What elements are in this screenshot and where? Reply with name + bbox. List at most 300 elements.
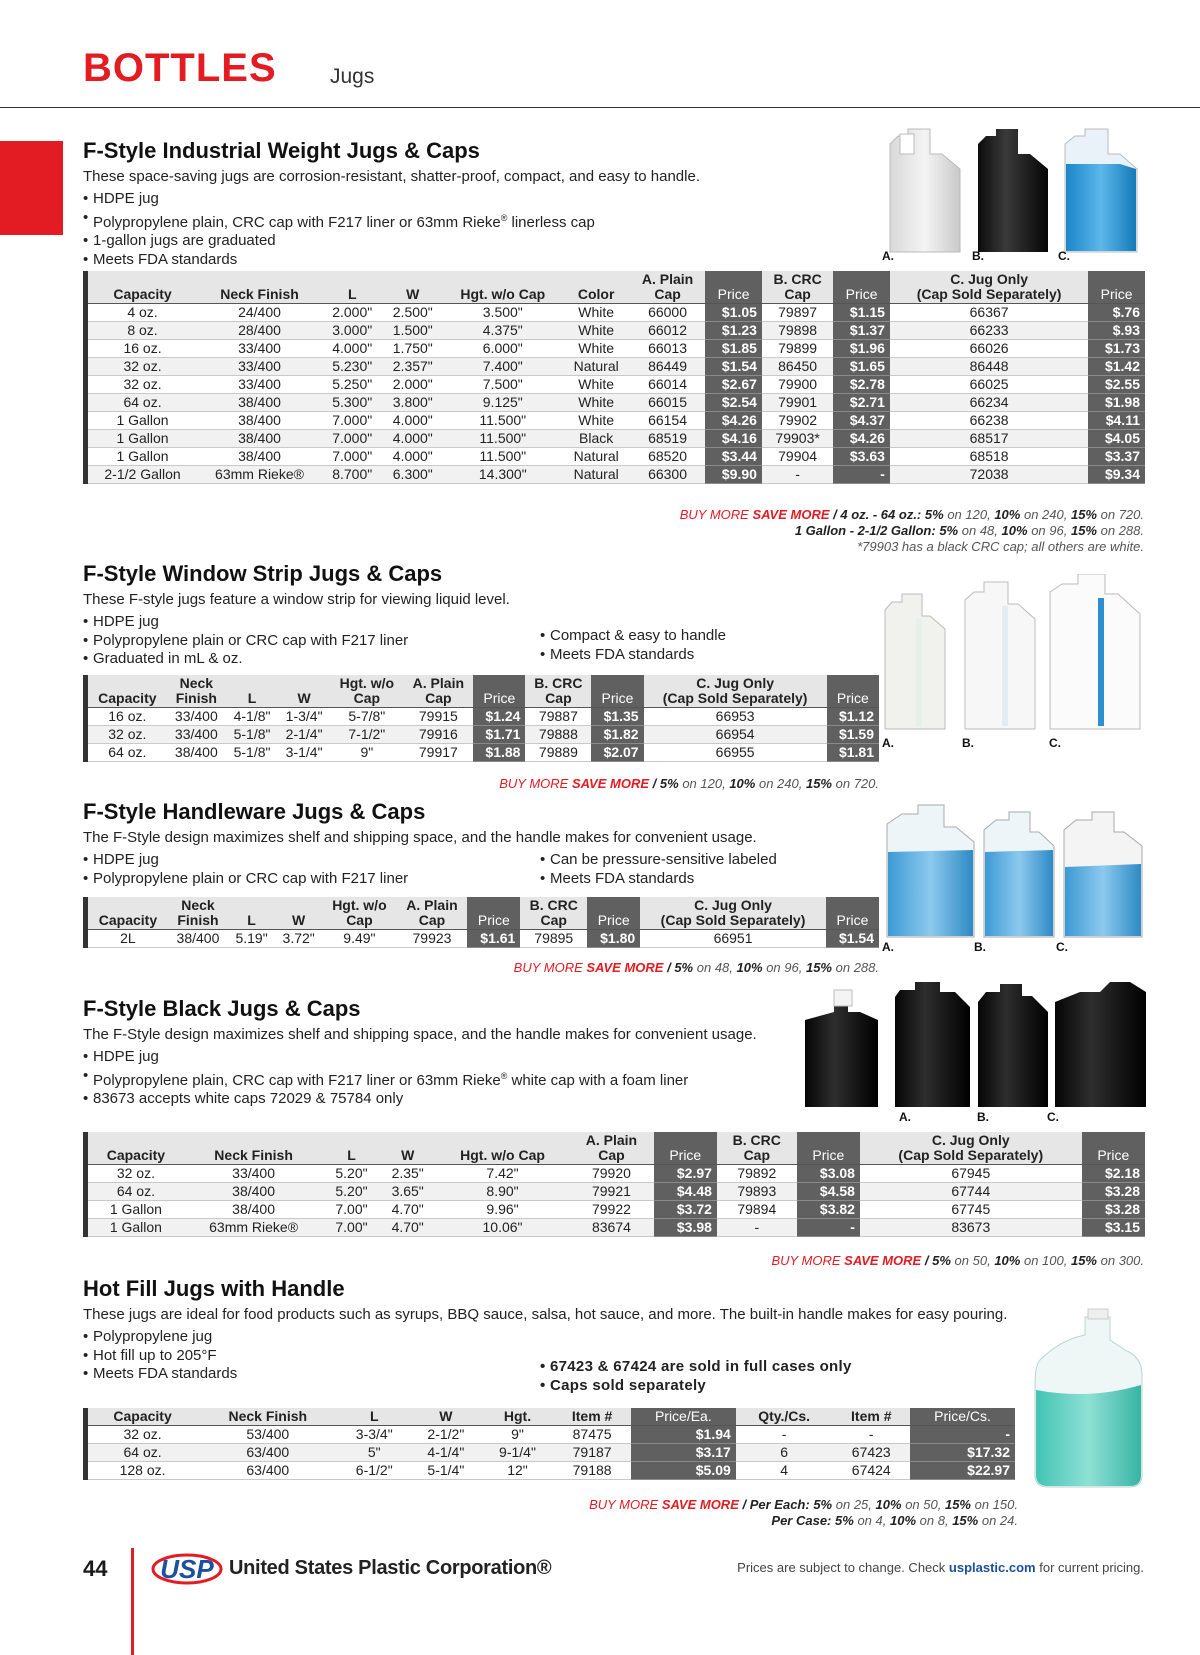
- table-cell: 32 oz.: [86, 1165, 184, 1183]
- col-header: Hgt. w/o Cap: [436, 1132, 570, 1165]
- col-header: L: [228, 897, 275, 930]
- table-cell: White: [563, 340, 630, 358]
- table-cell: 66154: [630, 412, 705, 430]
- table-cell: 2.000": [383, 376, 444, 394]
- table-cell: 7.42": [436, 1165, 570, 1183]
- table-cell: $1.23: [705, 322, 762, 340]
- table-cell: 4-1/8": [226, 708, 278, 726]
- table-cell: 66955: [644, 744, 827, 762]
- section-description: The F-Style design maximizes shelf and shipping space, and the handle makes for convenient usage.: [83, 1026, 757, 1043]
- table-cell: $.76: [1088, 304, 1145, 322]
- table-cell: 79187: [553, 1444, 631, 1462]
- table-cell: 79888: [525, 726, 591, 744]
- table-row: [86, 930, 880, 948]
- table-cell: $4.26: [833, 430, 890, 448]
- table-cell: 7.400": [443, 358, 562, 376]
- table-cell: 64 oz.: [86, 744, 167, 762]
- table-cell: 16 oz.: [86, 708, 167, 726]
- col-header: A. Plain Cap: [397, 897, 468, 930]
- feature-item: • 83673 accepts white caps 72029 & 75784 only: [83, 1090, 763, 1109]
- col-header: W: [410, 1408, 482, 1426]
- feature-item: • HDPE jug: [83, 190, 803, 209]
- table-cell: $1.96: [833, 340, 890, 358]
- table-cell: 67744: [860, 1183, 1082, 1201]
- table-cell: 2-1/4": [278, 726, 330, 744]
- col-header: Price: [833, 271, 890, 304]
- col-header: L: [338, 1408, 410, 1426]
- feature-item: • Hot fill up to 205°F: [83, 1347, 1023, 1366]
- table-cell: $1.85: [705, 340, 762, 358]
- table-cell: 66238: [890, 412, 1088, 430]
- col-header: Price: [797, 1132, 860, 1165]
- table-cell: 33/400: [184, 1165, 324, 1183]
- feature-item: • Meets FDA standards: [540, 870, 777, 889]
- table-cell: 86450: [762, 358, 833, 376]
- table-cell: $1.15: [833, 304, 890, 322]
- table-cell: 79900: [762, 376, 833, 394]
- discount-note: BUY MORE SAVE MORE / Per Each: 5% on 25, 10% on 50, 15% on 150. Per Case: 5% on 4, 10% on 8, 15% on 24.: [589, 1497, 1018, 1528]
- table-cell: 1 Gallon: [86, 1219, 184, 1237]
- usp-logo: [150, 1552, 224, 1591]
- col-header: W: [383, 271, 444, 304]
- table-cell: 1 Gallon: [86, 1201, 184, 1219]
- col-header: Neck Finish: [197, 271, 322, 304]
- table-cell: 5.20": [323, 1165, 379, 1183]
- table-cell: 66015: [630, 394, 705, 412]
- table-cell: 4-1/4": [410, 1444, 482, 1462]
- table-cell: 7.000": [322, 430, 383, 448]
- col-header: A. Plain Cap: [630, 271, 705, 304]
- table-cell: 33/400: [197, 358, 322, 376]
- table-cell: $1.59: [827, 726, 879, 744]
- table-cell: $1.61: [467, 930, 520, 948]
- table-cell: $2.55: [1088, 376, 1145, 394]
- table-cell: 63/400: [197, 1444, 338, 1462]
- section-description: These F-style jugs feature a window strip for viewing liquid level.: [83, 591, 510, 608]
- table-cell: -: [833, 466, 890, 484]
- table-cell: 79892: [717, 1165, 797, 1183]
- table-cell: 64 oz.: [86, 1444, 198, 1462]
- table-cell: 3-3/4": [338, 1426, 410, 1444]
- table-cell: 68518: [890, 448, 1088, 466]
- table-cell: 64 oz.: [86, 394, 198, 412]
- table-cell: 9": [330, 744, 403, 762]
- table-cell: $4.16: [705, 430, 762, 448]
- col-header: Hgt. w/o Cap: [322, 897, 396, 930]
- table-cell: 3.000": [322, 322, 383, 340]
- table-cell: 66026: [890, 340, 1088, 358]
- table-cell: $2.07: [591, 744, 643, 762]
- table-cell: $3.98: [654, 1219, 717, 1237]
- table-row: [86, 726, 880, 744]
- table-cell: 2-1/2": [410, 1426, 482, 1444]
- product-image-hot-fill-jug: [1030, 1305, 1145, 1495]
- table-cell: $3.17: [631, 1444, 736, 1462]
- table-cell: 2L: [86, 930, 168, 948]
- col-header: W: [380, 1132, 436, 1165]
- table-cell: 4.000": [383, 412, 444, 430]
- table-cell: $1.80: [587, 930, 640, 948]
- col-header: Price: [654, 1132, 717, 1165]
- col-header: Neck Finish: [197, 1408, 338, 1426]
- table-cell: -: [832, 1426, 910, 1444]
- table-cell: White: [563, 412, 630, 430]
- table-cell: $1.94: [631, 1426, 736, 1444]
- col-header: B. CRC Cap: [520, 897, 587, 930]
- section-title: F-Style Black Jugs & Caps: [83, 996, 361, 1021]
- table-cell: 11.500": [443, 412, 562, 430]
- col-header: Price: [1082, 1132, 1145, 1165]
- table-cell: 7.000": [322, 448, 383, 466]
- table-cell: 9.49": [322, 930, 396, 948]
- feature-item: • 67423 & 67424 are sold in full cases only: [540, 1358, 852, 1377]
- table-cell: 24/400: [197, 304, 322, 322]
- table-cell: 32 oz.: [86, 1426, 198, 1444]
- table-cell: 32 oz.: [86, 726, 167, 744]
- table-cell: $9.90: [705, 466, 762, 484]
- table-cell: 2.000": [322, 304, 383, 322]
- col-header: Hgt.: [482, 1408, 554, 1426]
- table-row: [86, 394, 1146, 412]
- table-cell: $4.37: [833, 412, 890, 430]
- table-row: [86, 1426, 1016, 1444]
- table-cell: 38/400: [197, 448, 322, 466]
- col-header: Item #: [553, 1408, 631, 1426]
- discount-note: BUY MORE SAVE MORE / 4 oz. - 64 oz.: 5% on 120, 10% on 240, 15% on 720. 1 Gallon - 2-1/2 Gallon: 5% on 48, 10% on 96, 15% on 288. *79903 has a black CRC cap; all others are white.: [679, 507, 1144, 554]
- table-cell: White: [563, 394, 630, 412]
- col-header: Capacity: [86, 675, 167, 708]
- table-cell: 79889: [525, 744, 591, 762]
- table-cell: 66014: [630, 376, 705, 394]
- table-cell: 38/400: [197, 394, 322, 412]
- table-cell: $22.97: [910, 1462, 1015, 1480]
- col-header: Capacity: [86, 1132, 184, 1165]
- table-cell: 72038: [890, 466, 1088, 484]
- table-cell: 66234: [890, 394, 1088, 412]
- svg-text:USP: USP: [160, 1554, 214, 1584]
- table-cell: 68519: [630, 430, 705, 448]
- table-cell: $2.18: [1082, 1165, 1145, 1183]
- table-cell: $4.58: [797, 1183, 860, 1201]
- table-cell: White: [563, 376, 630, 394]
- table-cell: 6: [736, 1444, 833, 1462]
- section-description: These space-saving jugs are corrosion-resistant, shatter-proof, compact, and easy to handle.: [83, 168, 700, 185]
- page-subtitle: Jugs: [330, 65, 375, 88]
- table-cell: 38/400: [197, 430, 322, 448]
- col-header: Price: [473, 675, 525, 708]
- table-cell: 38/400: [184, 1201, 324, 1219]
- page-title: BOTTLES: [83, 46, 277, 90]
- table-cell: $1.88: [473, 744, 525, 762]
- table-cell: 1.750": [383, 340, 444, 358]
- table-cell: 4.000": [322, 340, 383, 358]
- table-cell: 79923: [397, 930, 468, 948]
- website-link[interactable]: usplastic.com: [948, 1560, 1036, 1575]
- table-cell: 28/400: [197, 322, 322, 340]
- table-cell: 66012: [630, 322, 705, 340]
- section-title: Hot Fill Jugs with Handle: [83, 1276, 345, 1301]
- table-cell: 3.800": [383, 394, 444, 412]
- col-header: Price/Ea.: [631, 1408, 736, 1426]
- table-cell: 79915: [404, 708, 474, 726]
- table-cell: 66233: [890, 322, 1088, 340]
- table-row: [86, 744, 880, 762]
- table-cell: $4.05: [1088, 430, 1145, 448]
- feature-item: • HDPE jug: [83, 851, 863, 870]
- table-cell: 14.300": [443, 466, 562, 484]
- table-cell: 79922: [569, 1201, 653, 1219]
- table-cell: $3.28: [1082, 1183, 1145, 1201]
- table-cell: 7-1/2": [330, 726, 403, 744]
- table-row: [86, 1219, 1146, 1237]
- table-hot-fill-jugs: [83, 1408, 1015, 1480]
- table-cell: 66367: [890, 304, 1088, 322]
- table-cell: White: [563, 322, 630, 340]
- col-header: C. Jug Only (Cap Sold Separately): [640, 897, 826, 930]
- discount-note: BUY MORE SAVE MORE / 5% on 48, 10% on 96, 15% on 288.: [513, 960, 879, 975]
- col-header: A. Plain Cap: [569, 1132, 653, 1165]
- col-header: L: [322, 271, 383, 304]
- table-cell: 38/400: [184, 1183, 324, 1201]
- table-cell: 38/400: [167, 744, 226, 762]
- table-cell: $3.63: [833, 448, 890, 466]
- table-row: [86, 1444, 1016, 1462]
- table-cell: 2.357": [383, 358, 444, 376]
- table-cell: $4.26: [705, 412, 762, 430]
- table-industrial-jugs: [83, 271, 1145, 484]
- table-cell: 1 Gallon: [86, 430, 198, 448]
- table-cell: 4.70": [380, 1219, 436, 1237]
- table-cell: 53/400: [197, 1426, 338, 1444]
- table-cell: $9.34: [1088, 466, 1145, 484]
- table-cell: 38/400: [197, 412, 322, 430]
- table-cell: $3.82: [797, 1201, 860, 1219]
- table-cell: 79903*: [762, 430, 833, 448]
- col-header: B. CRC Cap: [762, 271, 833, 304]
- table-row: [86, 304, 1146, 322]
- table-cell: $3.44: [705, 448, 762, 466]
- col-header: Neck Finish: [167, 675, 226, 708]
- table-cell: 5.20": [323, 1183, 379, 1201]
- table-row: [86, 448, 1146, 466]
- col-header: L: [323, 1132, 379, 1165]
- table-cell: 79188: [553, 1462, 631, 1480]
- feature-item: • Polypropylene plain, CRC cap with F217 liner or 63mm Rieke® white cap with a foam liner: [83, 1067, 763, 1091]
- table-cell: 33/400: [167, 708, 226, 726]
- table-cell: $1.42: [1088, 358, 1145, 376]
- table-row: [86, 1165, 1146, 1183]
- table-cell: 67423: [832, 1444, 910, 1462]
- table-cell: 79899: [762, 340, 833, 358]
- table-cell: $4.11: [1088, 412, 1145, 430]
- feature-list: [83, 1048, 763, 1109]
- footer-divider: [131, 1548, 134, 1655]
- feature-item: • Compact & easy to handle: [540, 627, 726, 646]
- col-header: Price/Cs.: [910, 1408, 1015, 1426]
- table-cell: 63mm Rieke®: [184, 1219, 324, 1237]
- section-title: F-Style Window Strip Jugs & Caps: [83, 561, 443, 586]
- section-tab: [0, 141, 63, 235]
- col-header: Hgt. w/o Cap: [443, 271, 562, 304]
- table-cell: 79904: [762, 448, 833, 466]
- col-header: Qty./Cs.: [736, 1408, 833, 1426]
- table-cell: 6.300": [383, 466, 444, 484]
- col-header: C. Jug Only (Cap Sold Separately): [860, 1132, 1082, 1165]
- table-cell: Black: [563, 430, 630, 448]
- table-cell: 4.375": [443, 322, 562, 340]
- table-row: [86, 708, 880, 726]
- table-handleware-jugs: [83, 897, 879, 948]
- section-industrial-jugs: [83, 138, 803, 269]
- table-cell: 33/400: [197, 340, 322, 358]
- table-cell: 66013: [630, 340, 705, 358]
- table-cell: 7.00": [323, 1219, 379, 1237]
- table-cell: 87475: [553, 1426, 631, 1444]
- table-cell: 12": [482, 1462, 554, 1480]
- table-row: [86, 1183, 1146, 1201]
- table-cell: 79917: [404, 744, 474, 762]
- table-cell: 2.500": [383, 304, 444, 322]
- company-name: United States Plastic Corporation®: [229, 1557, 552, 1579]
- product-image-black-jugs: [800, 982, 1148, 1117]
- table-cell: 1-3/4": [278, 708, 330, 726]
- table-cell: 4: [736, 1462, 833, 1480]
- table-cell: 4.000": [383, 448, 444, 466]
- table-cell: $2.97: [654, 1165, 717, 1183]
- table-cell: $1.82: [591, 726, 643, 744]
- feature-list-right: [540, 627, 726, 664]
- table-cell: $.93: [1088, 322, 1145, 340]
- table-cell: 1 Gallon: [86, 412, 198, 430]
- table-cell: 79897: [762, 304, 833, 322]
- table-cell: 5.19": [228, 930, 275, 948]
- section-black-jugs: [83, 996, 763, 1109]
- table-cell: 79902: [762, 412, 833, 430]
- table-row: [86, 412, 1146, 430]
- table-cell: 86449: [630, 358, 705, 376]
- table-cell: $5.09: [631, 1462, 736, 1480]
- table-cell: Natural: [563, 466, 630, 484]
- table-cell: 5-1/8": [226, 744, 278, 762]
- table-cell: $1.12: [827, 708, 879, 726]
- table-cell: 5.250": [322, 376, 383, 394]
- table-window-strip-jugs: [83, 675, 879, 762]
- feature-item: • Caps sold separately: [540, 1377, 852, 1396]
- section-description: These jugs are ideal for food products such as syrups, BBQ sauce, salsa, hot sauce, and more. The built-in handle makes for easy pouring.: [83, 1306, 1008, 1323]
- feature-item: • Can be pressure-sensitive labeled: [540, 851, 777, 870]
- feature-item: • 1-gallon jugs are graduated: [83, 232, 803, 251]
- section-title: F-Style Handleware Jugs & Caps: [83, 799, 426, 824]
- table-cell: $1.37: [833, 322, 890, 340]
- table-black-jugs: [83, 1132, 1145, 1237]
- table-cell: 4.000": [383, 430, 444, 448]
- col-header: Capacity: [86, 1408, 198, 1426]
- table-cell: 66953: [644, 708, 827, 726]
- page-number: 44: [83, 1556, 108, 1581]
- table-cell: 68520: [630, 448, 705, 466]
- col-header: Price: [591, 675, 643, 708]
- table-cell: 79898: [762, 322, 833, 340]
- product-image-handleware-jugs: [884, 802, 1146, 945]
- section-description: The F-Style design maximizes shelf and shipping space, and the handle makes for convenient usage.: [83, 829, 757, 846]
- table-cell: 5-1/8": [226, 726, 278, 744]
- feature-item: • Polypropylene plain or CRC cap with F217 liner: [83, 632, 803, 651]
- table-cell: 9": [482, 1426, 554, 1444]
- table-cell: 79920: [569, 1165, 653, 1183]
- table-cell: 79921: [569, 1183, 653, 1201]
- discount-note: BUY MORE SAVE MORE / 5% on 120, 10% on 240, 15% on 720.: [499, 776, 879, 791]
- table-cell: 1.500": [383, 322, 444, 340]
- table-cell: $4.48: [654, 1183, 717, 1201]
- table-cell: 32 oz.: [86, 376, 198, 394]
- table-cell: 33/400: [197, 376, 322, 394]
- table-cell: 86448: [890, 358, 1088, 376]
- table-row: [86, 340, 1146, 358]
- table-cell: $1.24: [473, 708, 525, 726]
- feature-item: • HDPE jug: [83, 1048, 763, 1067]
- col-header: W: [275, 897, 322, 930]
- table-cell: $3.15: [1082, 1219, 1145, 1237]
- table-cell: 7.000": [322, 412, 383, 430]
- table-cell: $1.98: [1088, 394, 1145, 412]
- table-cell: $1.35: [591, 708, 643, 726]
- table-cell: $17.32: [910, 1444, 1015, 1462]
- col-header: Price: [467, 897, 520, 930]
- table-cell: $2.54: [705, 394, 762, 412]
- table-cell: 4 oz.: [86, 304, 198, 322]
- table-cell: 16 oz.: [86, 340, 198, 358]
- table-cell: 66951: [640, 930, 826, 948]
- col-header: Color: [563, 271, 630, 304]
- table-cell: -: [797, 1219, 860, 1237]
- table-row: [86, 1462, 1016, 1480]
- feature-list: [83, 190, 803, 269]
- table-cell: 66000: [630, 304, 705, 322]
- table-cell: $1.73: [1088, 340, 1145, 358]
- table-cell: $2.67: [705, 376, 762, 394]
- col-header: Capacity: [86, 271, 198, 304]
- feature-item: • HDPE jug: [83, 613, 803, 632]
- table-cell: 66025: [890, 376, 1088, 394]
- feature-item: • Polypropylene plain, CRC cap with F217 liner or 63mm Rieke® linerless cap: [83, 209, 803, 233]
- table-cell: 2.35": [380, 1165, 436, 1183]
- table-cell: 79894: [717, 1201, 797, 1219]
- table-cell: 7.500": [443, 376, 562, 394]
- table-cell: White: [563, 304, 630, 322]
- feature-item: • Meets FDA standards: [83, 1365, 1023, 1384]
- product-image-industrial-jugs: [880, 124, 1145, 269]
- table-cell: 1 Gallon: [86, 448, 198, 466]
- col-header: Capacity: [86, 897, 168, 930]
- table-cell: 4.70": [380, 1201, 436, 1219]
- table-cell: 38/400: [168, 930, 228, 948]
- feature-list-right: [540, 851, 777, 888]
- table-cell: 5.230": [322, 358, 383, 376]
- table-cell: Natural: [563, 358, 630, 376]
- col-header: Hgt. w/o Cap: [330, 675, 403, 708]
- table-cell: 6-1/2": [338, 1462, 410, 1480]
- table-cell: 66300: [630, 466, 705, 484]
- table-cell: 128 oz.: [86, 1462, 198, 1480]
- table-cell: $1.54: [826, 930, 879, 948]
- table-cell: 7.00": [323, 1201, 379, 1219]
- table-cell: 5-7/8": [330, 708, 403, 726]
- feature-item: • Polypropylene jug: [83, 1328, 1023, 1347]
- table-cell: 8.90": [436, 1183, 570, 1201]
- table-cell: 33/400: [167, 726, 226, 744]
- table-cell: $3.08: [797, 1165, 860, 1183]
- table-cell: -: [910, 1426, 1015, 1444]
